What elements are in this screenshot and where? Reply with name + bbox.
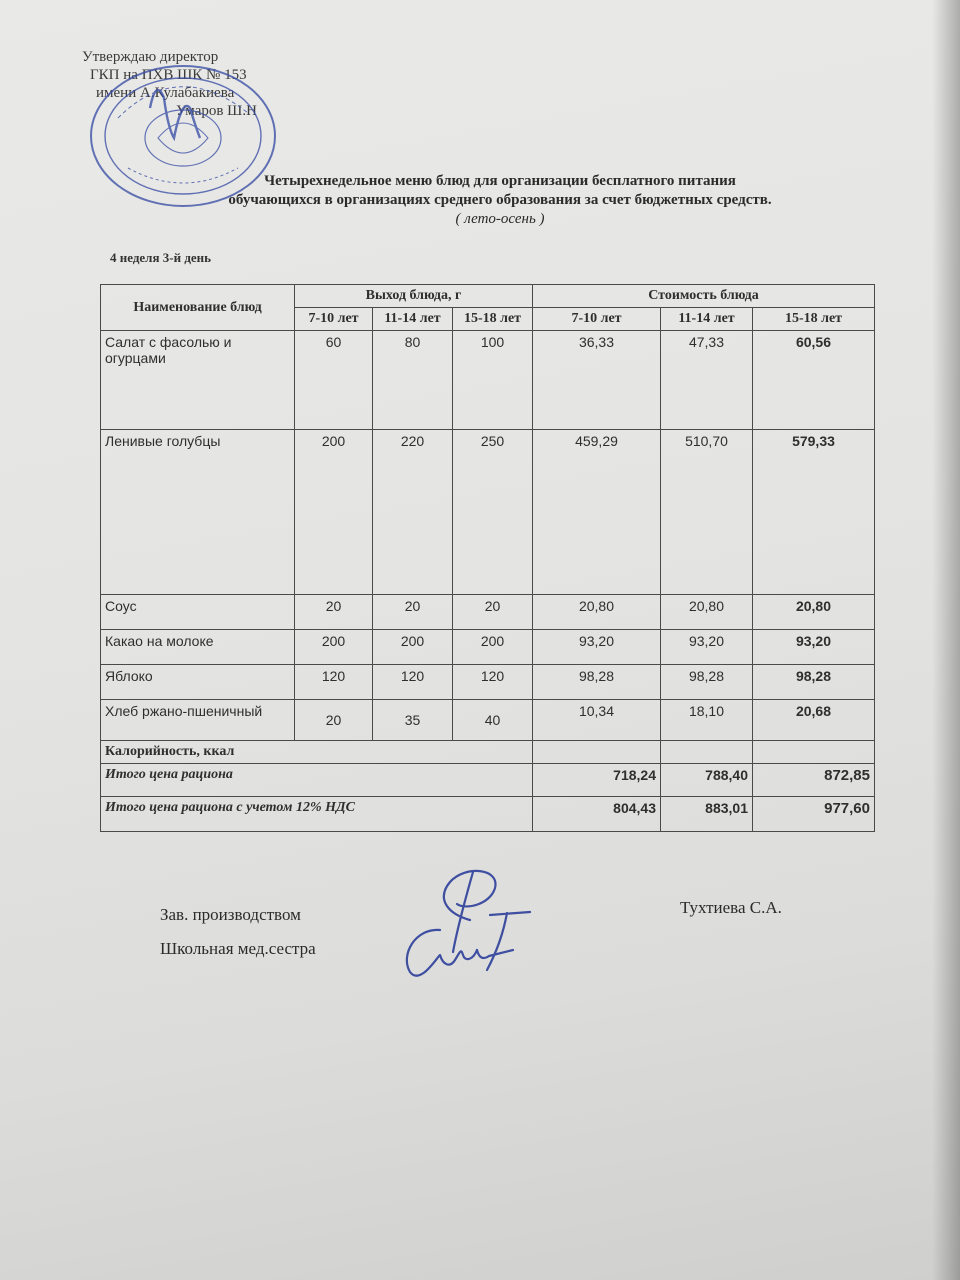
approval-line-2: ГКП на ПХВ ШК № 153 (90, 67, 247, 83)
output-value: 120 (373, 665, 453, 700)
cost-value: 93,20 (533, 630, 661, 665)
title-line-1: Четырехнедельное меню блюд для организации бесплатного питания (264, 173, 736, 189)
table-row (101, 595, 875, 630)
output-value: 20 (453, 595, 533, 630)
cost-value: 36,33 (533, 331, 661, 430)
table-row (101, 331, 875, 430)
output-value: 35 (373, 700, 453, 741)
cost-value: 98,28 (533, 665, 661, 700)
output-value: 200 (453, 630, 533, 665)
output-value: 100 (453, 331, 533, 430)
approval-line-3: имени А.Кулабакиева (96, 85, 235, 101)
cost-value: 98,28 (753, 665, 875, 700)
production-head-label: Зав. производством (160, 905, 301, 924)
calories-value (753, 741, 875, 764)
output-value: 40 (453, 700, 533, 741)
output-value: 200 (373, 630, 453, 665)
calories-row (101, 741, 875, 764)
document-title (120, 172, 880, 229)
output-value: 220 (373, 430, 453, 595)
header-output-group: Выход блюда, г (295, 285, 533, 308)
cost-value: 10,34 (533, 700, 661, 741)
calories-value (533, 741, 661, 764)
dish-name: Ленивые голубцы (101, 430, 295, 595)
total-row (101, 764, 875, 797)
dish-name: Салат с фасолью и огурцами (101, 331, 295, 430)
cost-value: 20,68 (753, 700, 875, 741)
calories-value (661, 741, 753, 764)
header-output-age-3: 15-18 лет (453, 308, 533, 331)
cost-value: 18,10 (661, 700, 753, 741)
dish-name: Какао на молоке (101, 630, 295, 665)
table-row (101, 430, 875, 595)
total-vat-value: 883,01 (661, 797, 753, 832)
table-header-row (101, 285, 875, 308)
cost-value: 579,33 (753, 430, 875, 595)
approval-line-1: Утверждаю директор (82, 49, 219, 65)
nurse-label: Школьная мед.сестра (160, 939, 316, 958)
header-dish-name: Наименование блюд (101, 285, 295, 331)
dish-name: Яблоко (101, 665, 295, 700)
output-value: 120 (453, 665, 533, 700)
output-value: 60 (295, 331, 373, 430)
table-row (101, 630, 875, 665)
day-label: 4 неделя 3-й день (110, 250, 212, 265)
output-value: 200 (295, 430, 373, 595)
cost-value: 20,80 (661, 595, 753, 630)
cost-value: 459,29 (533, 430, 661, 595)
output-value: 120 (295, 665, 373, 700)
signature-titles (160, 898, 316, 966)
header-cost-group: Стоимость блюда (533, 285, 875, 308)
header-cost-age-2: 11-14 лет (661, 308, 753, 331)
signatory-name: Тухтиева С.А. (680, 898, 782, 917)
output-value: 80 (373, 331, 453, 430)
total-vat-value: 804,43 (533, 797, 661, 832)
dish-name: Соус (101, 595, 295, 630)
cost-value: 98,28 (661, 665, 753, 700)
output-value: 20 (373, 595, 453, 630)
total-value: 872,85 (753, 764, 875, 797)
header-cost-age-1: 7-10 лет (533, 308, 661, 331)
output-value: 250 (453, 430, 533, 595)
output-value: 20 (295, 700, 373, 741)
header-output-age-1: 7-10 лет (295, 308, 373, 331)
cost-value: 60,56 (753, 331, 875, 430)
dish-name: Хлеб ржано-пшеничный (101, 700, 295, 741)
total-vat-label: Итого цена рациона с учетом 12% НДС (101, 797, 533, 832)
total-vat-row (101, 797, 875, 832)
header-output-age-2: 11-14 лет (373, 308, 453, 331)
total-value: 718,24 (533, 764, 661, 797)
cost-value: 93,20 (753, 630, 875, 665)
page-edge-shadow (932, 0, 960, 1280)
calories-label: Калорийность, ккал (101, 741, 533, 764)
total-vat-value: 977,60 (753, 797, 875, 832)
handwritten-signature-icon (395, 860, 545, 985)
cost-value: 20,80 (753, 595, 875, 630)
output-value: 200 (295, 630, 373, 665)
table-row (101, 665, 875, 700)
table-row (101, 700, 875, 741)
approval-line-4: Умаров Ш.Н (176, 103, 257, 119)
output-value: 20 (295, 595, 373, 630)
menu-table (100, 284, 875, 832)
cost-value: 47,33 (661, 331, 753, 430)
total-value: 788,40 (661, 764, 753, 797)
header-cost-age-3: 15-18 лет (753, 308, 875, 331)
cost-value: 93,20 (661, 630, 753, 665)
cost-value: 20,80 (533, 595, 661, 630)
cost-value: 510,70 (661, 430, 753, 595)
title-season: ( лето-осень ) (455, 211, 545, 227)
title-line-2: обучающихся в организациях среднего образования за счет бюджетных средств. (228, 192, 772, 208)
total-label: Итого цена рациона (101, 764, 533, 797)
